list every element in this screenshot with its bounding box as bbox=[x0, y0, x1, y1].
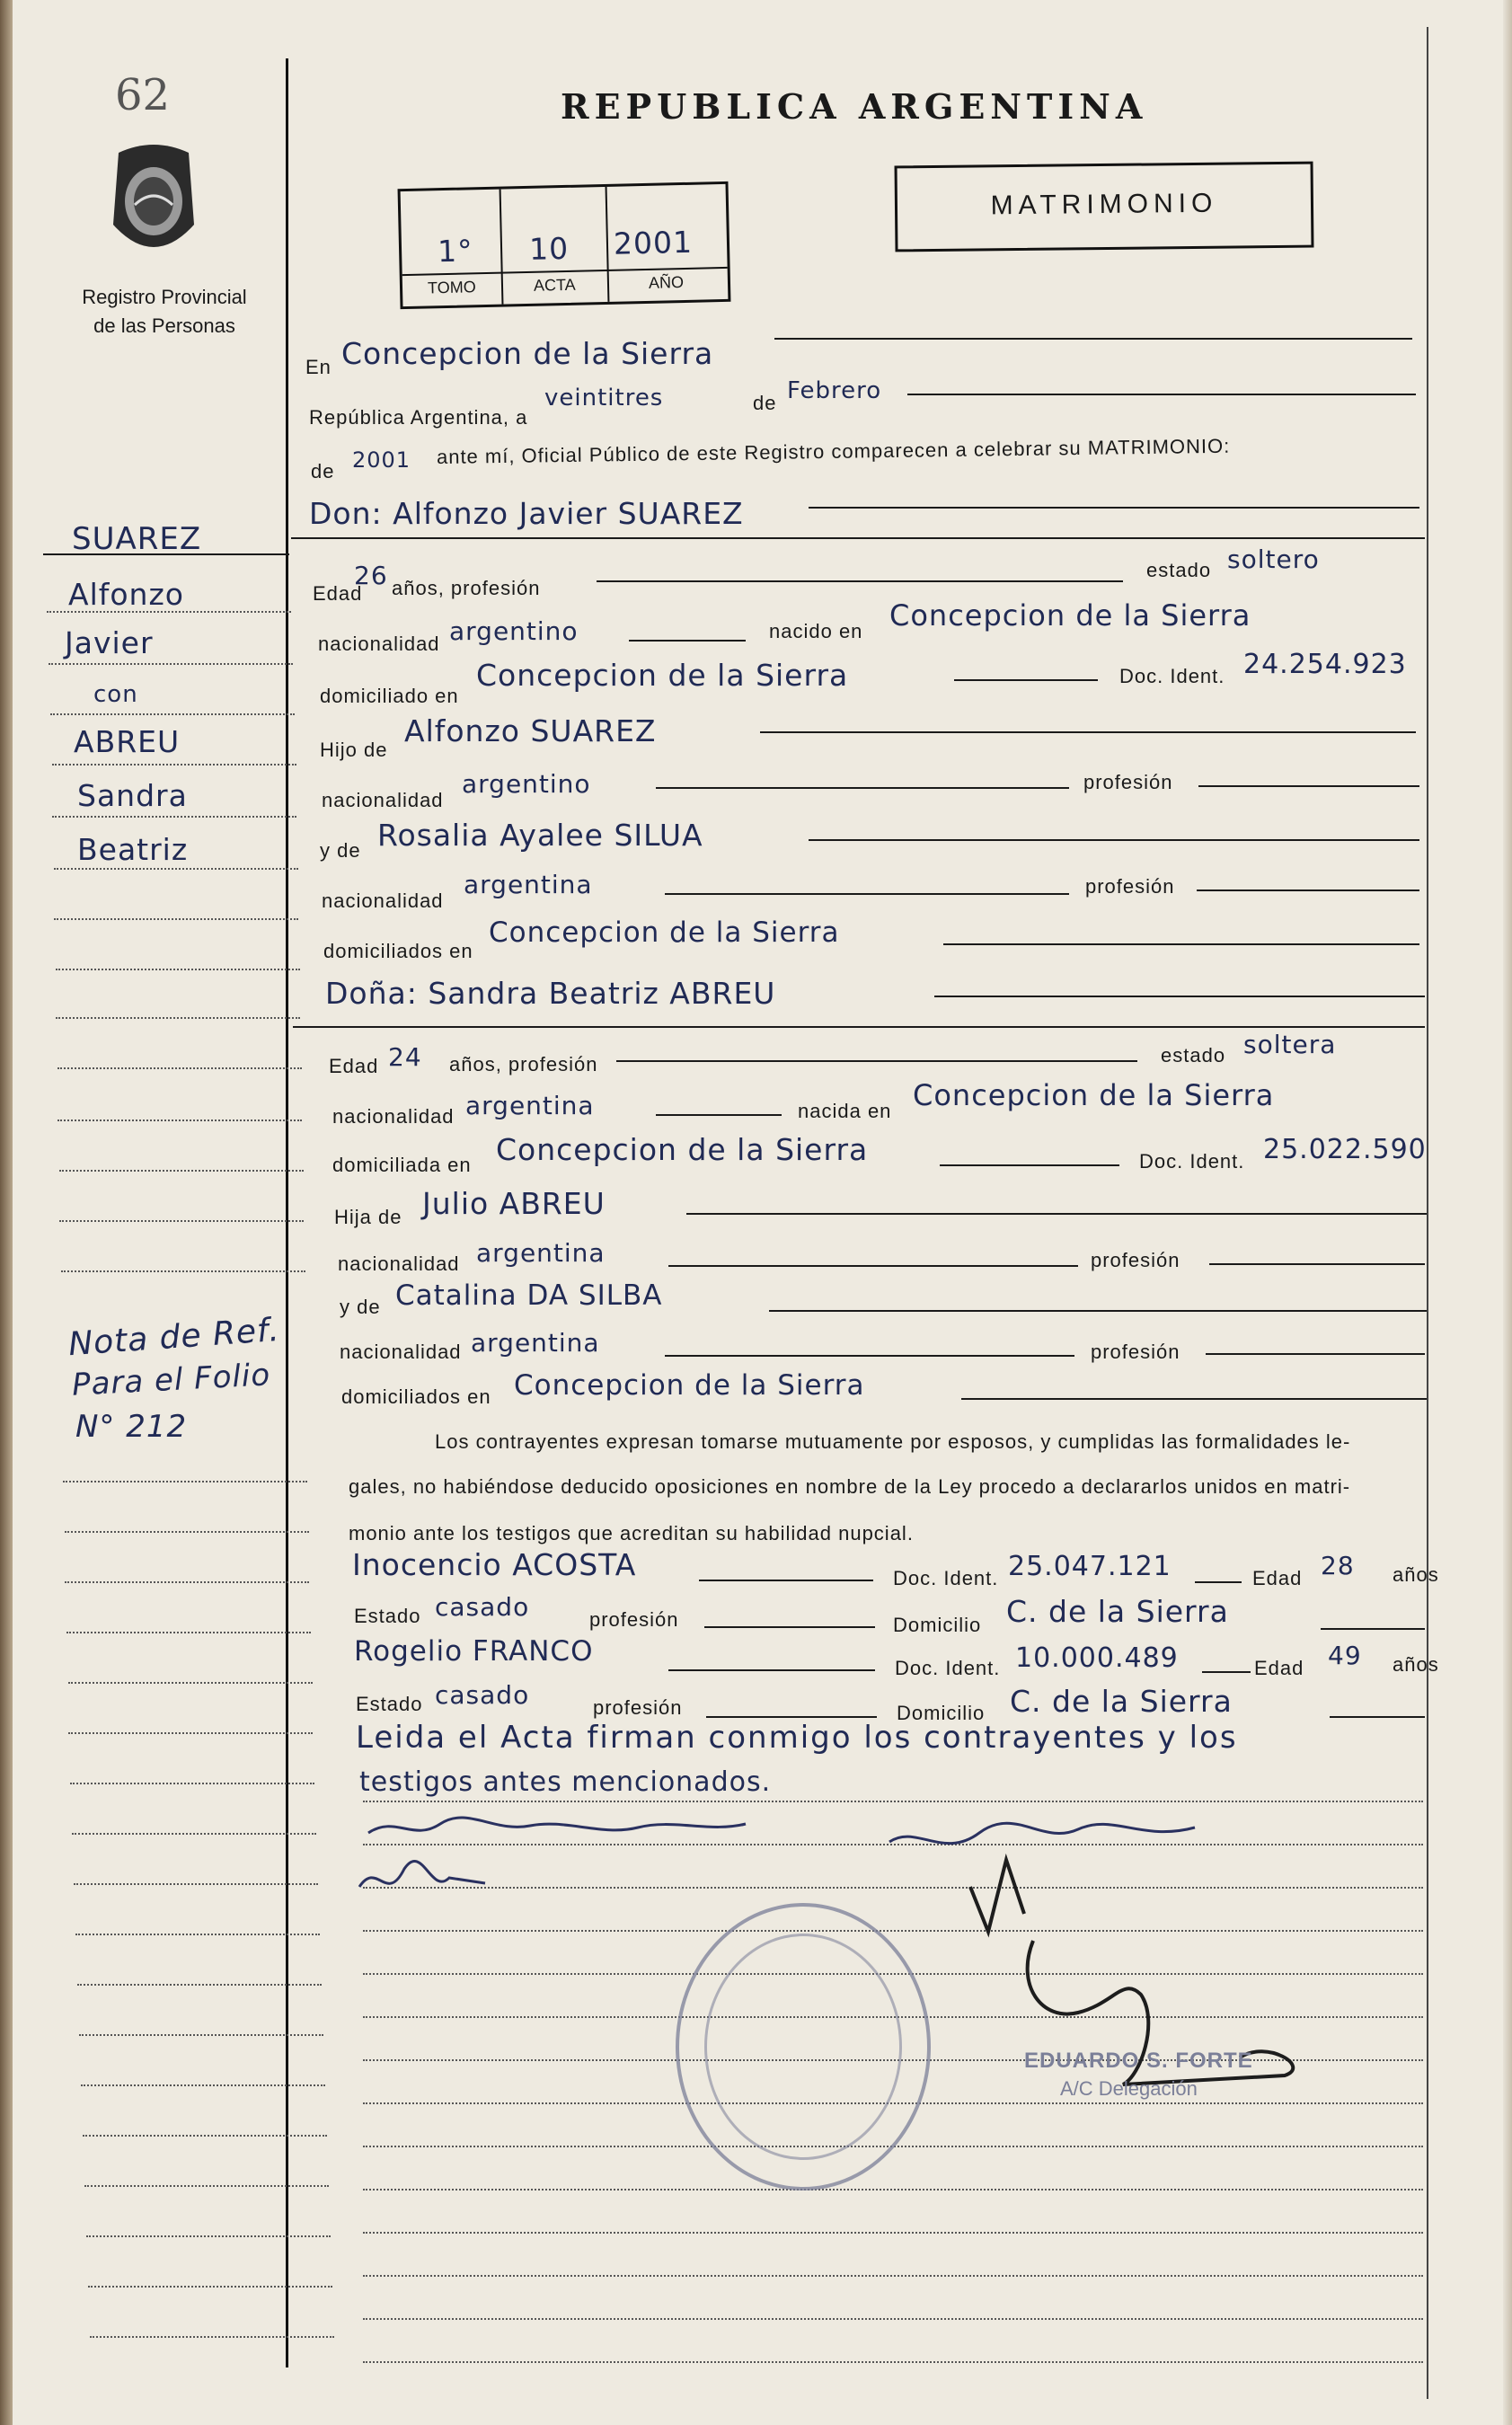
witness-2-estado-label: Estado bbox=[356, 1693, 423, 1715]
witness-2-edad: 49 bbox=[1328, 1641, 1362, 1670]
witness-2-prof-label: profesión bbox=[593, 1696, 683, 1719]
bride-estado-label: estado bbox=[1161, 1044, 1226, 1066]
bride-dom-label: domiciliada en bbox=[332, 1154, 472, 1176]
tomo-value: 1° bbox=[437, 233, 474, 270]
de2-label: de bbox=[311, 460, 335, 482]
groom-domicilio: Concepcion de la Sierra bbox=[476, 658, 849, 693]
ano-value: 2001 bbox=[613, 224, 694, 261]
blank-line bbox=[907, 394, 1416, 395]
margin-name-4: ABREU bbox=[74, 724, 181, 759]
bride-yde-label: y de bbox=[340, 1296, 381, 1318]
margin-name-2: Javier bbox=[65, 625, 154, 660]
bride-estado: soltera bbox=[1243, 1030, 1337, 1059]
groom-mother-nac-label: nacionalidad bbox=[322, 889, 444, 912]
bride-father-nac-label: nacionalidad bbox=[338, 1252, 460, 1275]
country-title: REPUBLICA ARGENTINA bbox=[561, 86, 1148, 127]
witness-1-estado: casado bbox=[435, 1592, 530, 1622]
bride-father-nac: argentina bbox=[476, 1238, 606, 1268]
bride-domicilio: Concepcion de la Sierra bbox=[496, 1132, 869, 1167]
groom-father-nac: argentino bbox=[462, 769, 591, 799]
blank-line bbox=[809, 839, 1419, 841]
blank-line bbox=[629, 640, 746, 642]
witness-1-domicilio: C. de la Sierra bbox=[1006, 1594, 1229, 1629]
section-rule bbox=[293, 1026, 1425, 1028]
groom-father: Alfonzo SUAREZ bbox=[404, 713, 657, 748]
acta-value: 10 bbox=[528, 230, 570, 267]
groom-yde-label: y de bbox=[320, 839, 361, 862]
blank-line bbox=[1206, 1353, 1425, 1355]
blank-line bbox=[704, 1626, 875, 1628]
groom-nacido: Concepcion de la Sierra bbox=[889, 598, 1251, 633]
margin-name-1: Alfonzo bbox=[68, 577, 184, 612]
record-box bbox=[398, 181, 731, 309]
page-edge bbox=[1503, 0, 1512, 2425]
blank-line bbox=[668, 1265, 1078, 1267]
place: Concepcion de la Sierra bbox=[341, 336, 714, 371]
margin-note-1: Nota de Ref. bbox=[66, 1311, 281, 1364]
groom-father-prof-label: profesión bbox=[1083, 771, 1173, 793]
bride-hija-label: Hija de bbox=[334, 1206, 402, 1228]
groom-estado: soltero bbox=[1227, 544, 1320, 574]
witness-1-estado-label: Estado bbox=[354, 1605, 421, 1627]
declaration-line-2: gales, no habiéndose deducido oposiciones en nombre de la Ley procedo a declararlos unidos en matri- bbox=[349, 1475, 1351, 1498]
blank-line bbox=[616, 1060, 1137, 1062]
groom-parents-dom: Concepcion de la Sierra bbox=[489, 916, 840, 949]
matrimonio-box bbox=[895, 162, 1314, 252]
binding-edge bbox=[0, 0, 13, 2425]
bride-nacida: Concepcion de la Sierra bbox=[913, 1078, 1275, 1112]
margin-name-6: Beatriz bbox=[77, 832, 189, 867]
closing-line-1: Leida el Acta firman conmigo los contrayentes y los bbox=[356, 1720, 1238, 1756]
bride-father: Julio ABREU bbox=[422, 1186, 606, 1221]
groom-doc-label: Doc. Ident. bbox=[1119, 665, 1225, 687]
registry-line-1: Registro Provincial bbox=[82, 286, 247, 308]
bride-nacida-label: nacida en bbox=[798, 1100, 892, 1122]
margin-rule bbox=[43, 553, 289, 555]
ano-label: AÑO bbox=[648, 272, 685, 292]
bride-anos-label: años, profesión bbox=[449, 1053, 598, 1075]
margin-surname: SUAREZ bbox=[72, 521, 202, 557]
groom-anos-label: años, profesión bbox=[392, 577, 541, 599]
witness-2-domicilio: C. de la Sierra bbox=[1010, 1684, 1233, 1719]
witness-1-anos-label: años bbox=[1393, 1563, 1439, 1586]
bride-edad: 24 bbox=[388, 1042, 422, 1072]
groom-doms-label: domiciliados en bbox=[323, 940, 473, 962]
groom-father-nac-label: nacionalidad bbox=[322, 789, 444, 811]
blank-line bbox=[940, 1164, 1119, 1166]
witness-1-edad: 28 bbox=[1321, 1551, 1355, 1580]
bride-father-prof-label: profesión bbox=[1091, 1249, 1180, 1271]
groom-name: Don: Alfonzo Javier SUAREZ bbox=[309, 496, 744, 531]
witness-1-edad-label: Edad bbox=[1252, 1567, 1303, 1589]
official-stamp bbox=[676, 1903, 931, 2190]
republica-label: República Argentina, a bbox=[309, 406, 528, 429]
blank-line bbox=[809, 507, 1419, 509]
blank-line bbox=[1321, 1628, 1425, 1630]
groom-mother-prof-label: profesión bbox=[1085, 875, 1175, 898]
margin-con: con bbox=[93, 681, 138, 708]
margin-note-2: Para el Folio bbox=[71, 1357, 272, 1403]
bride-mother-nac: argentina bbox=[471, 1328, 600, 1358]
declaration-line-3: monio ante los testigos que acreditan su habilidad nupcial. bbox=[349, 1522, 914, 1544]
closing-line-2: testigos antes mencionados. bbox=[359, 1766, 772, 1798]
provincial-seal-logo bbox=[101, 142, 207, 264]
blank-line bbox=[706, 1716, 877, 1718]
witness-2-edad-label: Edad bbox=[1254, 1657, 1304, 1679]
tomo-label: TOMO bbox=[427, 278, 476, 297]
margin-note-3: N° 212 bbox=[75, 1409, 188, 1445]
blank-line bbox=[1198, 785, 1419, 787]
intro-sentence: ante mí, Oficial Público de este Registro comparecen a celebrar su MATRIMONIO: bbox=[436, 434, 1231, 468]
blank-line bbox=[1330, 1716, 1425, 1718]
month: Febrero bbox=[787, 377, 882, 404]
bride-nac-label: nacionalidad bbox=[332, 1105, 455, 1128]
registry-line-2: de las Personas bbox=[93, 314, 235, 337]
margin-name-5: Sandra bbox=[77, 778, 188, 813]
blank-line bbox=[774, 338, 1412, 340]
groom-mother: Rosalia Ayalee SILUA bbox=[377, 818, 703, 853]
blank-line bbox=[943, 943, 1419, 945]
blank-line bbox=[1209, 1263, 1425, 1265]
bride-doc-label: Doc. Ident. bbox=[1139, 1150, 1245, 1173]
groom-doc: 24.254.923 bbox=[1243, 649, 1407, 680]
blank-line bbox=[954, 679, 1098, 681]
bride-mother: Catalina DA SILBA bbox=[395, 1279, 663, 1312]
right-border-line bbox=[1427, 27, 1428, 2399]
blank-line bbox=[961, 1398, 1427, 1400]
officer-name: EDUARDO S. FORTE bbox=[1024, 2049, 1253, 2073]
witness-2-name: Rogelio FRANCO bbox=[354, 1635, 594, 1668]
groom-edad-label: Edad bbox=[313, 582, 363, 605]
officer-title: A/C Delegación bbox=[1060, 2077, 1198, 2100]
blank-line bbox=[1195, 1581, 1242, 1583]
bride-mother-prof-label: profesión bbox=[1091, 1341, 1180, 1363]
blank-line bbox=[760, 731, 1416, 733]
bride-doc: 25.022.590 bbox=[1263, 1134, 1427, 1165]
blank-line bbox=[597, 580, 1123, 582]
witness-2-dom-label: Domicilio bbox=[897, 1702, 986, 1724]
witness-2-doc: 10.000.489 bbox=[1015, 1642, 1179, 1674]
witness-1-doc-label: Doc. Ident. bbox=[893, 1567, 999, 1589]
blank-line bbox=[699, 1580, 873, 1581]
en-label: En bbox=[305, 356, 332, 378]
witness-1-name: Inocencio ACOSTA bbox=[352, 1547, 637, 1582]
day: veintitres bbox=[544, 385, 664, 412]
witness-1-dom-label: Domicilio bbox=[893, 1614, 982, 1636]
groom-edad: 26 bbox=[354, 561, 388, 590]
blank-line bbox=[668, 1669, 875, 1671]
blank-line bbox=[769, 1310, 1427, 1312]
groom-dom-label: domiciliado en bbox=[320, 685, 459, 707]
groom-mother-nac: argentina bbox=[464, 870, 593, 899]
blank-line bbox=[665, 893, 1069, 895]
witness-1-doc: 25.047.121 bbox=[1008, 1551, 1172, 1582]
blank-line bbox=[656, 787, 1069, 789]
section-rule bbox=[291, 537, 1425, 539]
bride-edad-label: Edad bbox=[329, 1055, 379, 1077]
year: 2001 bbox=[352, 447, 411, 473]
witness-2-anos-label: años bbox=[1393, 1653, 1439, 1676]
bride-mother-nac-label: nacionalidad bbox=[340, 1341, 462, 1363]
groom-hijo-label: Hijo de bbox=[320, 739, 388, 761]
witness-2-doc-label: Doc. Ident. bbox=[895, 1657, 1001, 1679]
groom-nac-label: nacionalidad bbox=[318, 633, 440, 655]
blank-line bbox=[656, 1114, 782, 1116]
blank-line bbox=[1197, 889, 1419, 891]
blank-line bbox=[665, 1355, 1074, 1357]
bride-parents-dom: Concepcion de la Sierra bbox=[514, 1369, 865, 1402]
witness-1-prof-label: profesión bbox=[589, 1608, 679, 1631]
groom-nacido-label: nacido en bbox=[769, 620, 863, 642]
bride-doms-label: domiciliados en bbox=[341, 1385, 491, 1408]
acta-label: ACTA bbox=[533, 275, 576, 295]
blank-line bbox=[934, 996, 1425, 997]
declaration-line-1: Los contrayentes expresan tomarse mutuamente por esposos, y cumplidas las formalidades le- bbox=[435, 1430, 1351, 1453]
blank-line bbox=[686, 1213, 1427, 1215]
margin-line bbox=[286, 58, 288, 2367]
groom-nacionalidad: argentino bbox=[449, 616, 579, 646]
page-number: 62 bbox=[115, 70, 171, 120]
bride-name: Doña: Sandra Beatriz ABREU bbox=[325, 976, 776, 1011]
blank-line bbox=[1202, 1671, 1251, 1673]
record-type: MATRIMONIO bbox=[990, 188, 1218, 221]
de-label: de bbox=[753, 392, 777, 414]
witness-2-estado: casado bbox=[435, 1680, 530, 1710]
groom-estado-label: estado bbox=[1146, 559, 1212, 581]
bride-nacionalidad: argentina bbox=[465, 1091, 595, 1120]
